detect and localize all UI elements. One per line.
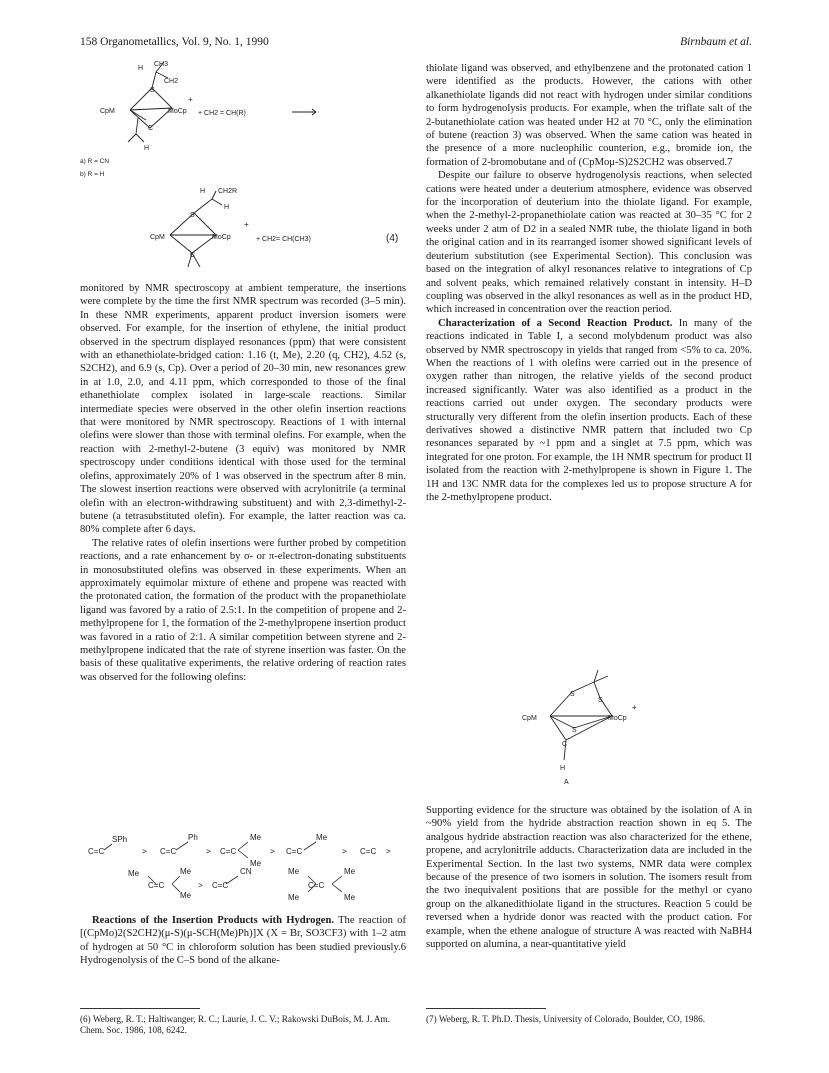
atom-s: S	[598, 697, 603, 704]
option-b: b) R = H	[80, 171, 105, 178]
atom-s: S	[190, 212, 195, 219]
equation-number: (4)	[386, 233, 399, 244]
journal-citation: 158 Organometallics, Vol. 9, No. 1, 1990	[80, 36, 269, 48]
paragraph: Despite our failure to observe hydrogenolysis reactions, when selected cations were heated under a deuterium atmosphere, evidence was observed for the incorporation of deuterium into the thiolate ligand. For example, when the 2-methyl-2-propanethiolate cation was reacted at 30–35 °C for 2 weeks under 2 atm of D2 in a sealed NMR tube, the thiolate ligand in both the original cation and in its rearranged isomer showed significant levels of deuterium substitution (see Experimental Section). This conclusion was based on the integration of alkyl resonances relative to integrations of Cp and solvent peaks, which remained relatively constant in intensity. H–D coupling was observed in the alkyl resonances as well as in the product HD, which increased in concentration over the reaction period.	[426, 170, 752, 316]
substituent-me: Me	[288, 867, 300, 876]
order-gt: >	[206, 847, 211, 856]
paragraph: In many of the reactions indicated in Table I, a second molybdenum product was also observed by NMR spectroscopy in yields that ranged from <5% to ca. 20%. When the reactions of 1 with olefins were carried out in the presence of oxygen rather than nitrogen, the relative yields of the second product increased significantly. Water was also identified as a product in the reactions carried out under oxygen. The secondary products were structurally very different from the olefin insertion products. Each of these derivatives showed a distinctive NMR pattern that included two Cp resonances separated by ~1 ppm and a singlet at 7.5 ppm, which was integrated for one proton. For example, the 1H NMR spectrum for product II isolated from the reaction with 2-methylpropene is shown in Figure 1. The 1H and 13C NMR data for the complexes led us to propose structure A for the 2-methylpropene product.	[426, 317, 753, 503]
footnote-rule	[80, 1008, 200, 1009]
atom-ch3: CH3	[154, 61, 169, 68]
atom-mocp: MoCp	[168, 108, 187, 115]
atom-mocp: MoCp	[608, 715, 627, 722]
olefin-label: C=C	[160, 847, 177, 856]
order-gt: >	[198, 881, 203, 890]
paragraph: The reaction of [(CpMo)2(S2CH2)(μ-S)(μ-SCH(Me)Ph)]X (X = Br, SO3CF3) with 1–2 atm of hydrogen at 50 °C in chloroform solution has been studied previously.6 Hydrogenolysis of the C–S bond of the alkane-	[80, 915, 406, 967]
section-heading: Characterization of a Second Reaction Product.	[438, 317, 673, 329]
atom-c: C	[562, 741, 568, 748]
charge-plus: +	[632, 703, 637, 712]
paragraph: monitored by NMR spectroscopy at ambient temperature, the insertions were complete by the time the first NMR spectrum was recorded (3–5 min). In these NMR experiments, apparent product inversion isomers were observed. For example, for the insertion of ethylene, the initial product observed in the spectrum displayed resonances (ppm) that were consistent with an ethanethiolate-bridged cation: 1.16 (t, Me), 2.20 (q, CH2), 4.52 (s, S2CH2), and 6.9 (s, Cp). Over a period of 20–30 min, new resonances grew in at 1.0, 2.0, and 4.11 ppm, which corresponded to those of the final ethanethiolate complex isolated in large-scale reactions. Similar intermediate species were observed in the other olefin insertion reactions that were monitored by NMR spectroscopy. Reactions of 1 with internal olefins were slower than those with terminal olefins. For example, when the reaction with 2-methyl-2-butene (3 equiv) was monitored by NMR spectroscopy under conditions identical with those used for the terminal olefins, approximately 20% of 1 was observed in the spectrum after 8 min. The slowest insertion reactions were observed with acrylonitrile (a terminal olefin with an electron-withdrawing substituent) and with 2,3-dimethyl-2-butene (a tetrasubstituted olefin). For example, the latter reaction was ca. 80% complete after 6 days.	[80, 283, 406, 536]
substituent-me: Me	[316, 833, 328, 842]
substituent-me: Me	[344, 893, 356, 902]
atom-h: H	[138, 65, 144, 72]
olefin-label: C=C	[212, 881, 229, 890]
atom-cpm: CpM	[522, 715, 537, 722]
atom-cpm: CpM	[100, 108, 115, 115]
substituent-cn: CN	[240, 867, 252, 876]
order-gt: >	[342, 847, 347, 856]
atom-s: S	[570, 691, 575, 698]
atom-cpm: CpM	[150, 234, 165, 241]
charge-plus: +	[188, 95, 193, 104]
order-gt: >	[270, 847, 275, 856]
substituent-ph: Ph	[188, 833, 198, 842]
atom-s: S	[572, 727, 577, 734]
atom-h2: H	[224, 204, 230, 211]
substituent-me: Me	[180, 867, 192, 876]
olefin-label: C=C	[148, 881, 165, 890]
right-column-bottom	[426, 804, 752, 951]
right-column-top	[426, 62, 752, 504]
page-header	[80, 36, 752, 52]
substituent-me: Me	[180, 891, 192, 900]
paragraph: Supporting evidence for the structure was obtained by the isolation of A in ~90% yield from the hydride abstraction reaction shown in eq 5. The analgous hydride abstraction reaction was also characterized for the ethene, propene, and acrylonitrile adducts. Characterization data are included in the Experimental Section. In the last two systems, NMR data were complex because of the presence of two isomers in solution. The isomers result from the two inequivalent positions that are possible for the methyl or cyano group on the alkanedithiolate ligand in the structures. Reaction 5 could be reversed when a hydride donor was reacted with the product cation. For example, when the ethene analogue of structure A was reacted with NaBH4 supported on alumina, a near-quantitative yield	[426, 805, 752, 951]
atom-c: C	[148, 125, 154, 132]
olefin-label: C=C	[286, 847, 303, 856]
structure-a	[500, 668, 700, 788]
scheme-top	[80, 58, 410, 188]
author-running-head: Birnbaum et al.	[680, 36, 752, 48]
scheme-eq4	[80, 185, 410, 280]
olefin-label: C=C	[88, 847, 105, 856]
footnote-7: (7) Weberg, R. T. Ph.D. Thesis, University of Colorado, Boulder, CO, 1986.	[426, 1014, 706, 1024]
order-gt: >	[386, 847, 391, 856]
atom-mocp: MoCp	[212, 234, 231, 241]
olefin-order-scheme	[80, 830, 410, 912]
substituent-me: Me	[288, 893, 300, 902]
atom-s: S	[150, 87, 155, 94]
left-column-bottom	[80, 914, 406, 968]
atom-h: H	[200, 188, 206, 195]
footnote-6: (6) Weberg, R. T.; Haltiwanger, R. C.; Laurie, J. C. V.; Rakowski DuBois, M. J. Am. Chem. Soc. 1986, 108, 6242.	[80, 1014, 390, 1035]
substituent-me: Me	[344, 867, 356, 876]
paragraph: thiolate ligand was observed, and ethylbenzene and the protonated cation 1 were identified as the products. However, the cations with other alkanethiolate ligands did not react with hydrogen under similar conditions to form hydrogenolysis products. For example, when the triflate salt of the 2-butanethiolate cation was heated under H2 at 70 °C, only the elimination of butene (reaction 3) was observed. When the same cation was heated in the presence of a more nucleophilic counterion, e.g., bromide ion, the formation of 2-bromobutane and of (CpMoμ-S)2S2CH2 was observed.7	[426, 63, 752, 168]
order-gt: >	[142, 847, 147, 856]
reagent-olefin: + CH2 = CH(R)	[198, 110, 246, 117]
paragraph: The relative rates of olefin insertions were further probed by competition reactions, and a rate enhancement by σ- or π-electron-donating substituents in monosubstituted olefins was observed in these experiments. When an approximately equimolar mixture of ethene and propene was reacted with the protonated cation, the formation of the product with the propanethiolate ligand was favored by a ratio of 2.5:1. In the competition of propene and 2-methylpropene for 1, the formation of the 2-methylpropene insertion product was favored in a ratio of 2:1. A similar competition between styrene and 2-methylpropene indicated that the rate of styrene insertion was faster. On the basis of these qualitative experiments, the relative ordering of reaction rates was observed for the following olefins:	[80, 537, 406, 683]
substituent-sph: SPh	[112, 835, 128, 844]
atom-c: C	[190, 252, 196, 259]
olefin-label: C=C	[308, 881, 325, 890]
atom-ch2: CH2	[164, 78, 179, 85]
option-a: a) R = CN	[80, 158, 110, 165]
reagent-propene: + CH2= CH(CH3)	[256, 236, 311, 243]
olefin-label: C=C	[220, 847, 237, 856]
footnote-rule	[426, 1008, 546, 1009]
charge-plus: +	[244, 220, 249, 229]
section-heading: Reactions of the Insertion Products with Hydrogen.	[92, 915, 334, 926]
substituent-me: Me	[250, 833, 262, 842]
substituent-me: Me	[250, 859, 262, 868]
structure-label: A	[564, 779, 569, 786]
atom-h-low: H	[144, 145, 150, 152]
atom-h: H	[560, 765, 566, 772]
substituent-me: Me	[128, 869, 140, 878]
olefin-label: C=C	[360, 847, 377, 856]
left-column	[80, 282, 406, 684]
atom-ch2r: CH2R	[218, 188, 238, 195]
